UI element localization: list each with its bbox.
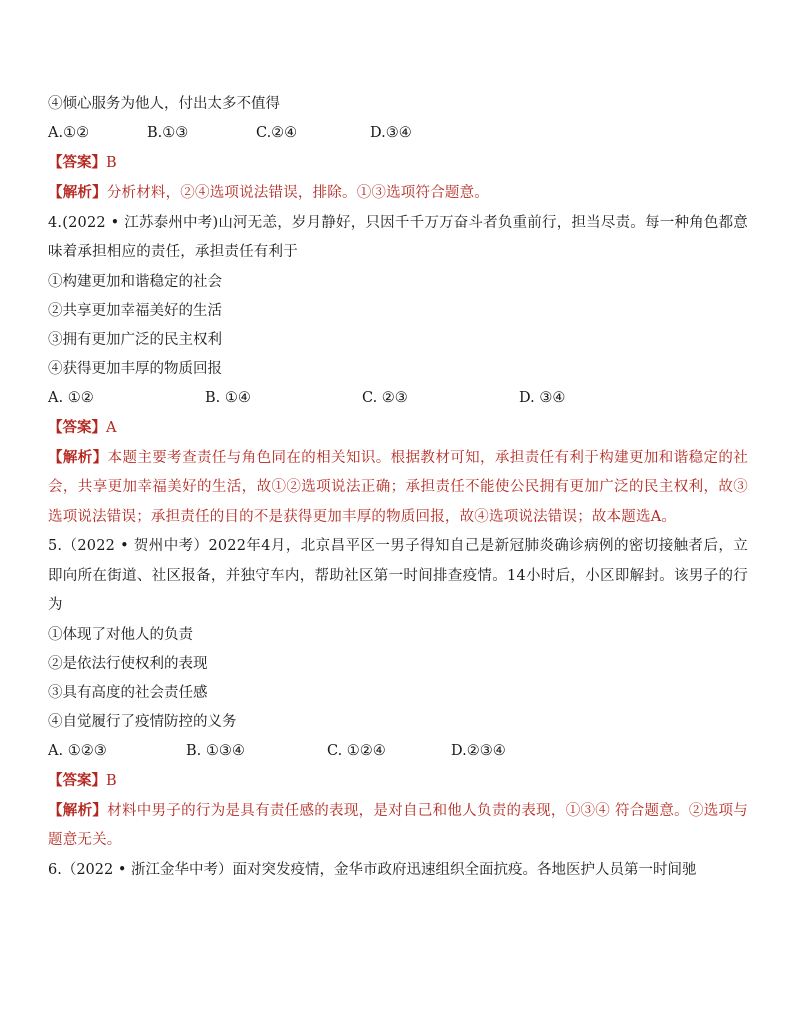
answer-tag: 【答案】 <box>48 154 106 171</box>
q3-choice-a: A.①② <box>48 125 90 141</box>
q3-choice-d: D.③④ <box>370 125 412 141</box>
q3-choices <box>48 119 748 148</box>
q3-option-4: ④倾心服务为他人，付出太多不值得 <box>48 96 280 112</box>
q5-choices <box>48 737 748 766</box>
answer-value: B <box>106 155 117 171</box>
q5-choice-c: C. ①②④ <box>327 742 386 759</box>
q6-stem: 6.（2022 • 浙江金华中考）面对突发疫情，金华市政府迅速组织全面抗疫。各地医护人员第一时间驰 <box>48 861 697 878</box>
q4-stem: 4.(2022 • 江苏泰州中考)山河无恙，岁月静好，只因千千万万奋斗者负重前行，担当尽责。每一种角色都意味着承担相应的责任，承担责任有利于 <box>48 214 748 260</box>
q5-choice-d: D.②③④ <box>451 742 506 759</box>
q4-option-3: ③拥有更加广泛的民主权利 <box>48 331 222 348</box>
answer-value: A <box>106 419 117 436</box>
q5-answer <box>48 766 748 796</box>
answer-value: B <box>106 772 117 789</box>
q3-analysis <box>48 178 748 209</box>
q4-choice-b: B. ①④ <box>205 389 251 406</box>
q5-analysis <box>48 796 748 856</box>
analysis-tag: 【解析】 <box>48 801 108 819</box>
q3-choice-c: C.②④ <box>256 125 298 141</box>
q3-choice-b: B.①③ <box>147 125 189 141</box>
document-page <box>48 90 748 885</box>
q4-choice-a: A. ①② <box>48 389 94 406</box>
q5-option-4: ④自觉履行了疫情防控的义务 <box>48 713 237 730</box>
q4-option-1: ①构建更加和谐稳定的社会 <box>48 273 222 290</box>
q5-option-3: ③具有高度的社会责任感 <box>48 684 208 701</box>
q5-option-2: ②是依法行使权利的表现 <box>48 655 208 672</box>
analysis-tag: 【解析】 <box>48 448 108 466</box>
q4-choice-c: C. ②③ <box>362 389 408 406</box>
q5-stem: 5.（2022 • 贺州中考）2022年4月，北京昌平区一男子得知自己是新冠肺炎确诊病例的密切接触者后，立即向所在街道、社区报备，并独守车内，帮助社区第一时间排查疫情。14小时后，小区即解封。该男子的行为 <box>48 538 748 613</box>
q4-option-4: ④获得更加丰厚的物质回报 <box>48 360 222 377</box>
q5-option-1: ①体现了对他人的负责 <box>48 626 193 643</box>
q4-choice-d: D. ③④ <box>519 389 566 406</box>
analysis-text: 本题主要考查责任与角色同在的相关知识。根据教材可知，承担责任有利于构建更加和谐稳定的社会，共享更加幸福美好的生活，故①②选项说法正确；承担责任不能使公民拥有更加广泛的民主权利，故③选项说法错误；承担责任的目的不是获得更加丰厚的物质回报，故④选项说法错误；故本题选A。 <box>48 449 748 525</box>
analysis-tag: 【解析】 <box>48 184 107 201</box>
q5-choice-a: A. ①②③ <box>48 742 107 759</box>
q5-choice-b: B. ①③④ <box>186 742 245 759</box>
answer-tag: 【答案】 <box>48 771 106 789</box>
answer-tag: 【答案】 <box>48 418 106 436</box>
q4-option-2: ②共享更加幸福美好的生活 <box>48 302 222 319</box>
q4-answer <box>48 413 748 443</box>
q4-choices <box>48 384 748 413</box>
q4-analysis <box>48 443 748 533</box>
q3-answer <box>48 148 748 178</box>
analysis-text: 分析材料，②④选项说法错误，排除。①③选项符合题意。 <box>106 185 490 201</box>
analysis-text: 材料中男子的行为是具有责任感的表现，是对自己和他人负责的表现，①③④ 符合题意。②选项与题意无关。 <box>48 802 748 848</box>
